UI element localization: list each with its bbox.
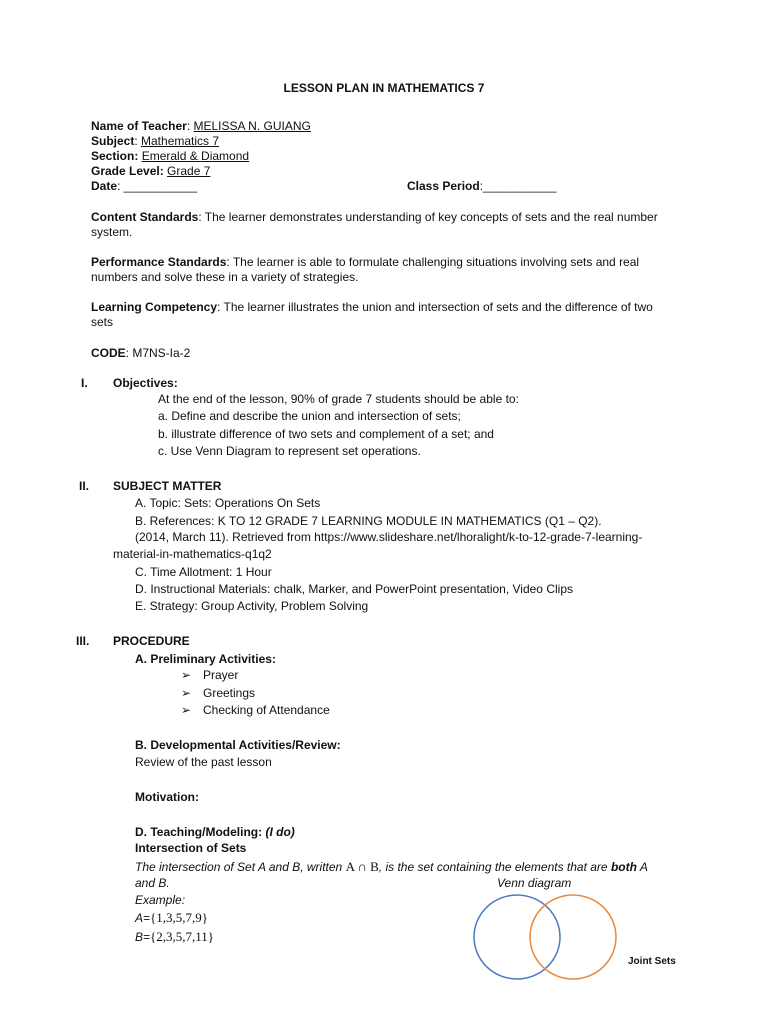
section-value: Emerald & Diamond bbox=[141, 149, 250, 163]
prelim-item-attendance: Checking of Attendance bbox=[203, 703, 330, 717]
learning-competency-label: Learning Competency bbox=[91, 300, 218, 314]
learning-competency bbox=[91, 300, 671, 330]
intersection-heading: Intersection of Sets bbox=[135, 841, 247, 855]
learning-competency-text: : The learner illustrates the union and intersection of sets and the difference of two sets bbox=[91, 300, 653, 329]
objective-item: a. Define and describe the union and intersection of sets; bbox=[158, 409, 461, 423]
references-line-2: (2014, March 11). Retrieved from https://www.slideshare.net/lhoralight/k-to-12-grade-7-learning- bbox=[135, 530, 643, 544]
def-part-3: A bbox=[636, 860, 648, 874]
objectives-heading: Objectives: bbox=[113, 376, 178, 390]
page-title: LESSON PLAN IN MATHEMATICS 7 bbox=[283, 81, 485, 95]
teacher-value: MELISSA N. GUIANG bbox=[193, 119, 311, 133]
subject-matter-heading: SUBJECT MATTER bbox=[113, 479, 222, 493]
period-value: :___________ bbox=[479, 179, 557, 193]
code-value: : M7NS-Ia-2 bbox=[125, 346, 191, 360]
objectives-numeral: I. bbox=[81, 376, 88, 390]
procedure-numeral: III. bbox=[76, 634, 90, 648]
performance-standards-label: Performance Standards bbox=[91, 255, 227, 269]
procedure-heading: PROCEDURE bbox=[113, 634, 190, 648]
section-label: Section: bbox=[91, 149, 139, 163]
def-part-2: , is the set containing the elements that are bbox=[378, 860, 611, 874]
time-allotment: C. Time Allotment: 1 Hour bbox=[135, 565, 272, 579]
intersection-definition bbox=[135, 859, 648, 875]
content-standards-text: : The learner demonstrates understanding of key concepts of sets and the real number system. bbox=[91, 210, 658, 239]
code-line bbox=[91, 346, 190, 361]
period-line bbox=[407, 179, 556, 194]
instructional-materials: D. Instructional Materials: chalk, Marker, and PowerPoint presentation, Video Clips bbox=[135, 582, 573, 596]
performance-standards-text: : The learner is able to formulate challenging situations involving sets and real numbers and solve these in a variety of strategies. bbox=[91, 255, 640, 284]
list-item bbox=[181, 686, 191, 701]
date-line bbox=[91, 179, 197, 194]
subject-matter-numeral: II. bbox=[79, 479, 90, 493]
objective-item: c. Use Venn Diagram to represent set operations. bbox=[158, 444, 421, 458]
date-value: : ___________ bbox=[117, 179, 198, 193]
teaching-tag: (I do) bbox=[265, 825, 295, 839]
set-a-value: {1,3,5,7,9} bbox=[150, 910, 208, 925]
date-label: Date bbox=[91, 179, 118, 193]
set-a-line bbox=[135, 910, 208, 926]
list-item bbox=[181, 668, 191, 683]
section-line bbox=[91, 149, 249, 164]
developmental-heading: B. Developmental Activities/Review: bbox=[135, 738, 341, 752]
venn-title: Venn diagram bbox=[497, 876, 572, 890]
developmental-text: Review of the past lesson bbox=[135, 755, 272, 769]
example-label: Example: bbox=[135, 893, 186, 907]
def-math: A ∩ B bbox=[345, 859, 379, 874]
venn-right-circle bbox=[530, 895, 616, 979]
strategy-line: E. Strategy: Group Activity, Problem Solving bbox=[135, 599, 369, 613]
grade-label: Grade Level: bbox=[91, 164, 164, 178]
intersection-definition-2: and B. bbox=[135, 876, 170, 890]
objectives-intro: At the end of the lesson, 90% of grade 7 students should be able to: bbox=[158, 392, 519, 406]
topic-line: A. Topic: Sets: Operations On Sets bbox=[135, 496, 321, 510]
set-b-name: B= bbox=[135, 930, 151, 944]
period-label: Class Period bbox=[407, 179, 480, 193]
references-line-3: material-in-mathematics-q1q2 bbox=[113, 547, 272, 561]
subject-line: Subject: Mathematics 7 bbox=[91, 134, 220, 148]
arrow-bullet-icon: ➢ bbox=[181, 668, 192, 682]
def-part-1: The intersection of Set A and B, written bbox=[135, 860, 346, 874]
teaching-label: D. Teaching/Modeling: bbox=[135, 825, 266, 839]
arrow-bullet-icon: ➢ bbox=[181, 703, 192, 717]
set-b-line bbox=[135, 929, 214, 945]
teacher-label: Name of Teacher bbox=[91, 119, 187, 133]
prelim-item-prayer: Prayer bbox=[203, 668, 239, 682]
venn-caption: Joint Sets bbox=[628, 956, 676, 967]
def-bold: both bbox=[610, 860, 637, 874]
set-b-value: {2,3,5,7,11} bbox=[150, 929, 215, 944]
motivation-heading: Motivation: bbox=[135, 790, 199, 804]
objective-item: b. illustrate difference of two sets and complement of a set; and bbox=[158, 427, 494, 441]
set-a-name: A= bbox=[135, 911, 151, 925]
content-standards bbox=[91, 210, 671, 240]
subject-label: Subject bbox=[91, 134, 135, 148]
prelim-item-greetings: Greetings bbox=[203, 686, 256, 700]
grade-line bbox=[91, 164, 210, 179]
grade-value: Grade 7 bbox=[167, 164, 211, 178]
teaching-heading bbox=[135, 825, 295, 840]
venn-left-circle bbox=[474, 895, 560, 979]
preliminary-heading: A. Preliminary Activities: bbox=[135, 652, 276, 666]
performance-standards bbox=[91, 255, 671, 285]
list-item bbox=[181, 703, 191, 718]
teacher-line: Name of Teacher: MELISSA N. GUIANG bbox=[91, 119, 311, 133]
arrow-bullet-icon: ➢ bbox=[181, 686, 192, 700]
code-label: CODE bbox=[91, 346, 126, 360]
content-standards-label: Content Standards bbox=[91, 210, 199, 224]
subject-value: Mathematics 7 bbox=[141, 134, 220, 148]
venn-diagram bbox=[470, 892, 620, 982]
references-line: B. References: K TO 12 GRADE 7 LEARNING MODULE IN MATHEMATICS (Q1 – Q2). bbox=[135, 514, 602, 528]
